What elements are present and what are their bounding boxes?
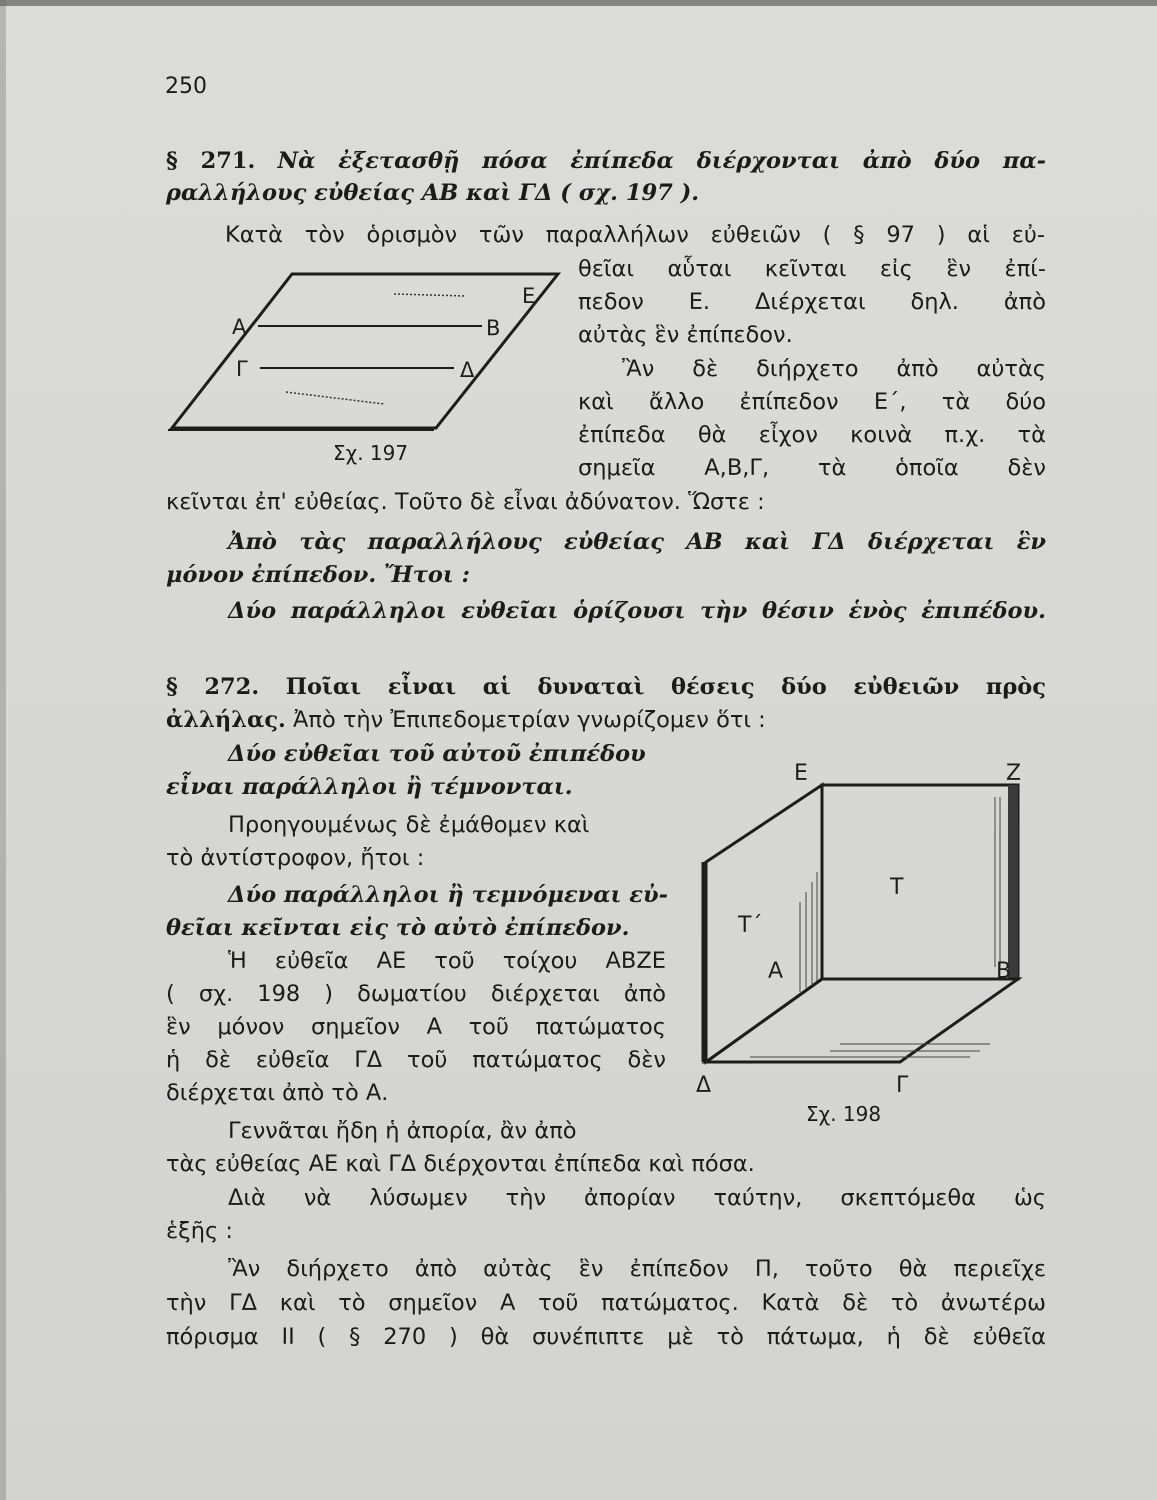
s271-heading-number: § 271.	[166, 148, 256, 174]
s272-p7-line-2: τὴν ΓΔ καὶ τὸ σημεῖον Α τοῦ πατώματος. Κατὰ δὲ τὸ ἀνωτέρω	[166, 1290, 1046, 1316]
figure-197-caption: Σχ. 197	[333, 441, 409, 465]
s272-p4-line-3: ἓν μόνον σημεῖον Α τοῦ πατώματος	[166, 1014, 666, 1040]
scan-edge-left	[0, 0, 6, 1500]
s272-p6-line-1: Διὰ νὰ λύσωμεν τὴν ἀπορίαν ταύτην, σκεπτόμεθα ὡς	[228, 1185, 1046, 1211]
s272-heading-line-1: § 272. Ποῖαι εἶναι αἱ δυναταὶ θέσεις δύο εὐθειῶν πρὸς	[166, 674, 1046, 700]
s272-theorem-1-line-1: Δύο εὐθεῖαι τοῦ αὐτοῦ ἐπιπέδου	[228, 741, 646, 767]
s271-p2-line-4: σημεῖα Α,Β,Γ, τὰ ὁποῖα δὲν	[578, 455, 1046, 481]
shading-wall-right	[995, 797, 1000, 967]
s272-p4-line-1: Ἡ εὐθεῖα ΑΕ τοῦ τοίχου ΑΒΖΕ	[228, 948, 666, 974]
label-d: Δ	[460, 358, 475, 382]
s271-conclusion-line-1: Ἀπὸ τὰς παραλλήλους εὐθείας ΑΒ καὶ ΓΔ διέρχεται ἓν	[228, 529, 1046, 555]
s272-theorem-2-line-2: θεῖαι κεῖνται εἰς τὸ αὐτὸ ἐπίπεδον.	[166, 915, 630, 941]
label-b: Β	[996, 959, 1012, 984]
plane-e-outline	[172, 274, 558, 428]
s272-p5-line-2: τὰς εὐθείας ΑΕ καὶ ΓΔ διέρχονται ἐπίπεδα καὶ πόσα.	[166, 1151, 755, 1177]
s272-intro: Ἀπὸ τὴν Ἐπιπεδομετρίαν γνωρίζομεν ὅτι :	[293, 707, 766, 733]
s271-p1-line-3: πεδον Ε. Διέρχεται δηλ. ἀπὸ	[578, 289, 1046, 315]
label-t-prime: Τ΄	[738, 913, 763, 938]
label-g: Γ	[896, 1073, 909, 1098]
s272-heading-end: ἀλλήλας.	[166, 707, 286, 733]
s272-theorem-2-line-1: Δύο παράλληλοι ἢ τεμνόμεναι εὐ-	[228, 882, 668, 908]
s271-p1-line-1: Κατὰ τὸν ὁρισμὸν τῶν παραλλήλων εὐθειῶν ( § 97 ) αἱ εὐ-	[225, 222, 1045, 248]
label-e: Ε	[794, 761, 808, 786]
s272-p7-line-3: πόρισμα ΙΙ ( § 270 ) θὰ συνέπιπτε μὲ τὸ πάτωμα, ἡ δὲ εὐθεῖα	[166, 1324, 1046, 1350]
label-z: Ζ	[1006, 761, 1022, 786]
s272-p4-line-5: διέρχεται ἀπὸ τὸ Α.	[166, 1080, 389, 1106]
wall-abze	[822, 785, 1018, 979]
s272-p4-line-4: ἡ δὲ εὐθεῖα ΓΔ τοῦ πατώματος δὲν	[166, 1047, 666, 1073]
s271-p2-line-2: καὶ ἄλλο ἐπίπεδον Ε΄, τὰ δύο	[578, 389, 1046, 415]
s272-p3-line-2: τὸ ἀντίστροφον, ἤτοι :	[166, 845, 425, 871]
wall-shade-right	[1008, 785, 1018, 979]
label-a: Α	[232, 315, 247, 339]
s272-p3-line-1: Προηγουμένως δὲ ἐμάθομεν καὶ	[228, 812, 590, 838]
s272-p6-line-2: ἑξῆς :	[166, 1218, 233, 1244]
label-t: Τ	[890, 875, 904, 900]
s271-conclusion-line-2: μόνον ἐπίπεδον. Ἤτοι :	[166, 562, 470, 588]
label-g: Γ	[236, 357, 248, 381]
s271-p2-line-1: Ἂν δὲ διήρχετο ἀπὸ αὐτὰς	[622, 356, 1046, 382]
label-a: Α	[768, 959, 784, 984]
hatch-upper	[394, 294, 466, 296]
hatch-lower	[286, 392, 384, 404]
floor-outline	[706, 979, 1018, 1062]
shading-left-wall	[800, 872, 817, 992]
s271-theorem: Δύο παράλληλοι εὐθεῖαι ὁρίζουσι τὴν θέσιν ἑνὸς ἐπιπέδου.	[228, 598, 1046, 624]
figure-198	[690, 752, 1040, 1102]
scan-edge-top	[0, 0, 1157, 6]
s271-p2-line-5: κεῖνται ἐπ' εὐθείας. Τοῦτο δὲ εἶναι ἀδύνατον. Ὥστε :	[166, 489, 765, 515]
label-e: Ε	[522, 284, 536, 308]
s272-theorem-1-line-2: εἶναι παράλληλοι ἢ τέμνονται.	[166, 774, 573, 800]
label-d: Δ	[696, 1073, 712, 1098]
s271-p1-line-2: θεῖαι αὗται κεῖνται εἰς ἓν ἐπί-	[578, 256, 1046, 282]
shading-floor	[750, 1044, 990, 1057]
s272-p4-line-2: ( σχ. 198 ) δωματίου διέρχεται ἀπὸ	[166, 981, 666, 1007]
s272-heading-line-2	[166, 705, 766, 735]
figure-198-drawing	[690, 752, 1040, 1102]
figure-198-caption: Σχ. 198	[806, 1102, 882, 1126]
label-b: Β	[486, 316, 501, 340]
s271-heading-line-2: ραλλήλους εὐθείας ΑΒ καὶ ΓΔ ( σχ. 197 ).	[166, 180, 700, 206]
s272-p5-line-1: Γεννᾶται ἤδη ἡ ἀπορία, ἂν ἀπὸ	[228, 1118, 577, 1144]
s272-p7-line-1: Ἂν διήρχετο ἀπὸ αὐτὰς ἓν ἐπίπεδον Π, τοῦτο θὰ περιεῖχε	[228, 1256, 1046, 1282]
s271-p1-line-4: αὐτὰς ἓν ἐπίπεδον.	[578, 322, 793, 348]
s271-heading-text: Νὰ ἐξετασθῇ πόσα ἐπίπεδα διέρχονται ἀπὸ δύο πα-	[277, 148, 1046, 174]
page-number: 250	[165, 74, 207, 99]
s271-p2-line-3: ἐπίπεδα θὰ εἶχον κοινὰ π.χ. τὰ	[578, 422, 1046, 448]
s271-heading-line-1	[166, 146, 1046, 176]
